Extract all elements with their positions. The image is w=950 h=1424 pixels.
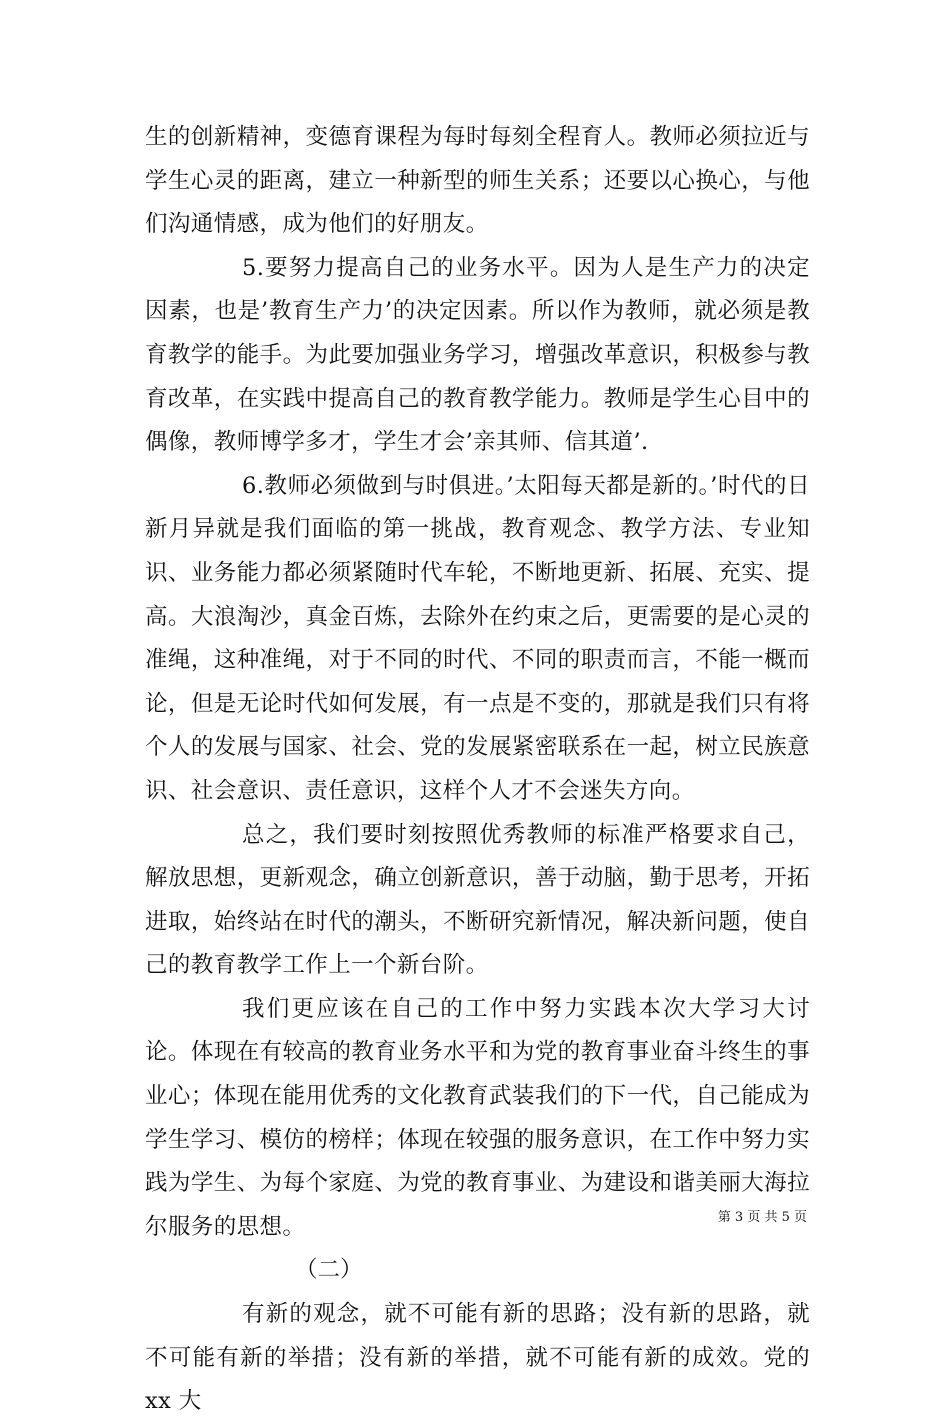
section-heading: （二）: [295, 1257, 363, 1284]
page-number-footer: 第 3 页 共 5 页: [717, 1210, 807, 1225]
paragraph-continuation: 生的创新精神，变德育课程为每时每刻全程育人。教师必须拉近与学生心灵的距离，建立一种新型的师生关系；还要以心换心，与他们沟通情感，成为他们的好朋友。: [145, 124, 810, 238]
paragraph-item-5: 5.要努力提高自己的业务水平。因为人是生产力的决定因素，也是’教育生产力’的决定因素。所以作为教师，就必须是教育教学的能手。为此要加强业务学习，增强改革意识，积极参与教育改革，在实践中提高自己的教育教学能力。教师是学生心目中的偶像，教师博学多才，学生才会’亲其师、信其道’.: [145, 254, 810, 456]
paragraph-new-ideas: 有新的观念，就不可能有新的思路；没有新的思路，就不可能有新的举措；没有新的举措，就不可能有新的成效。党的 xx 大: [145, 1301, 810, 1415]
paragraph-summary: 总之，我们要时刻按照优秀教师的标准严格要求自己，解放思想，更新观念，确立创新意识，善于动脑，勤于思考，开拓进取，始终站在时代的潮头，不断研究新情况，解决新问题，使自己的教育教学工作上一个新台阶。: [145, 821, 810, 979]
paragraph-item-6: 6.教师必须做到与时俱进。’太阳每天都是新的。’时代的日新月异就是我们面临的第一挑战，教育观念、教学方法、专业知识、业务能力都必须紧随时代车轮，不断地更新、拓展、充实、提高。大浪淘沙，真金百炼，去除外在约束之后，更需要的是心灵的准绳，这种准绳，对于不同的时代、不同的职责而言，不能一概而论，但是无论时代如何发展，有一点是不变的，那就是我们只有将个人的发展与国家、社会、党的发展紧密联系在一起，树立民族意识、社会意识、责任意识，这样个人才不会迷失方向。: [145, 472, 810, 804]
body-text: [145, 116, 810, 1424]
paragraph-practice: 我们更应该在自己的工作中努力实践本次大学习大讨论。体现在有较高的教育业务水平和为党的教育事业奋斗终生的事业心；体现在能用优秀的文化教育武装我们的下一代，自己能成为学生学习、模仿的榜样；体现在较强的服务意识，在工作中努力实践为学生、为每个家庭、为党的教育事业、为建设和谐美丽大海拉尔服务的思想。: [145, 995, 810, 1240]
